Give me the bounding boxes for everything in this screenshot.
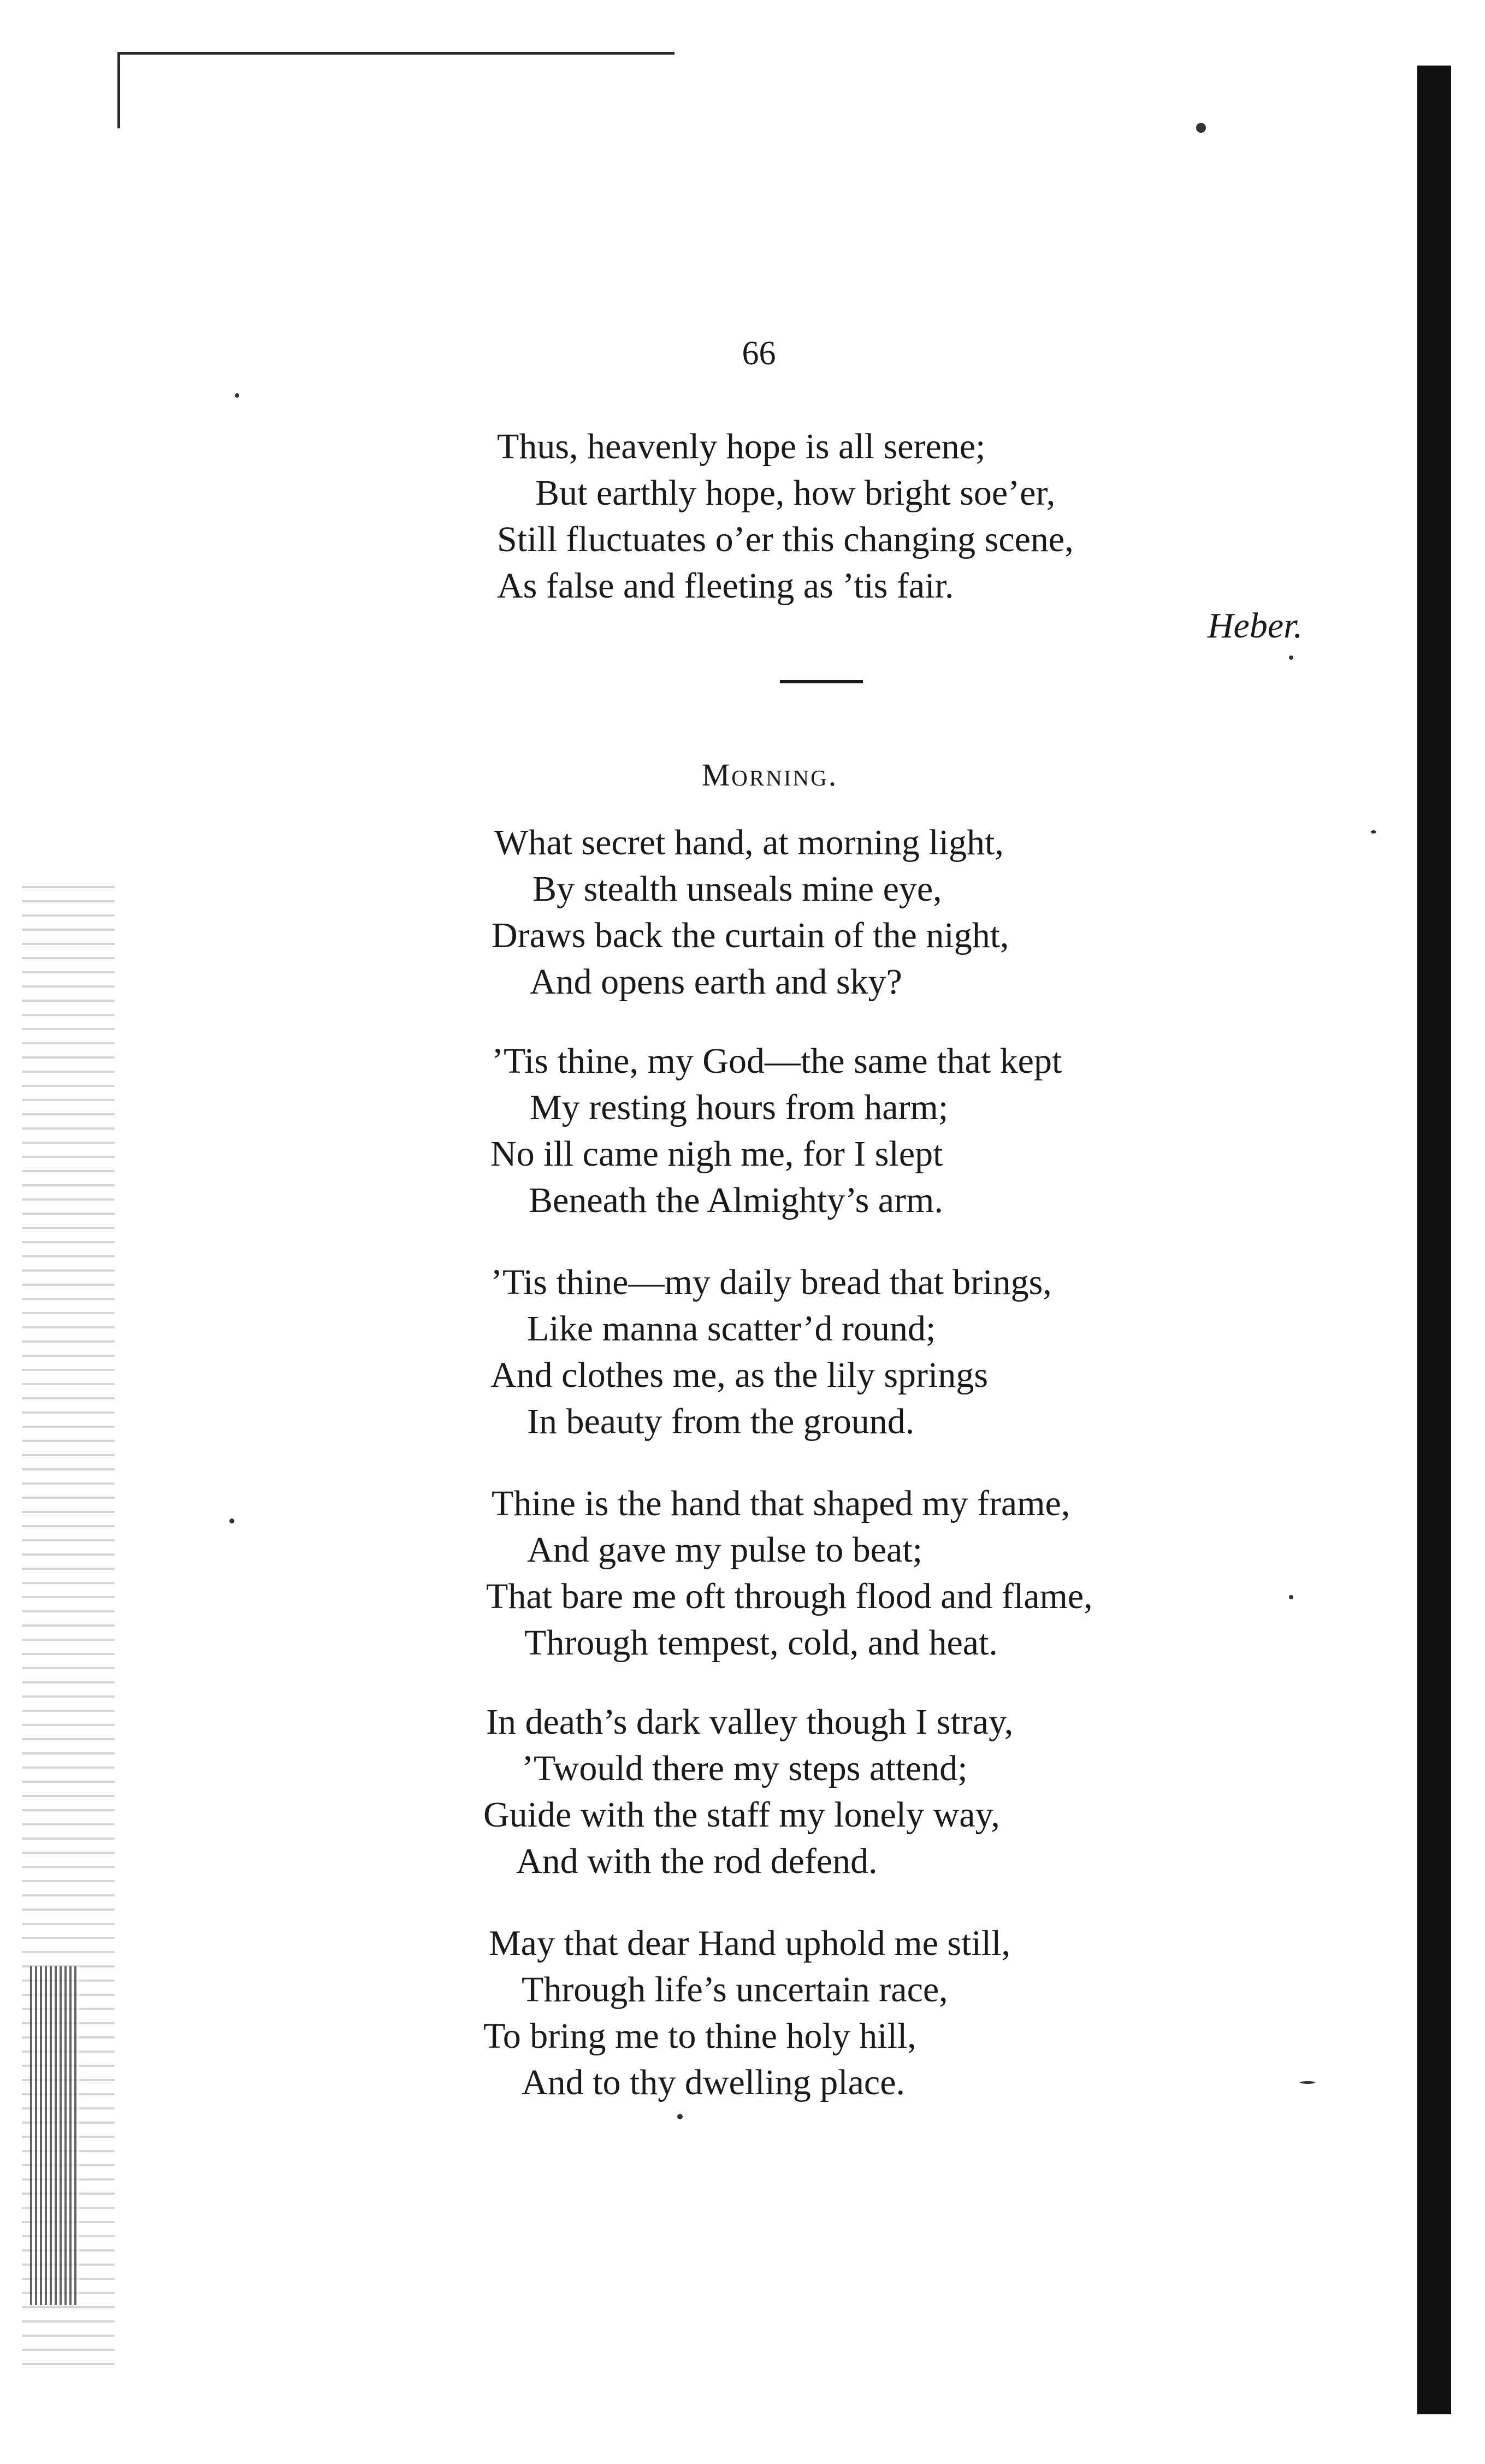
verse-line: No ill came nigh me, for I slept: [490, 1134, 943, 1174]
scan-speck: [677, 2114, 683, 2119]
verse-line: But earthly hope, how bright soe’er,: [535, 473, 1056, 513]
verse-line: Beneath the Almighty’s arm.: [529, 1180, 943, 1220]
verse-line: Through life’s uncertain race,: [522, 1970, 948, 2010]
scan-speck: [1289, 1595, 1293, 1599]
verse-line: And opens earth and sky?: [530, 962, 902, 1002]
verse-line: ’Tis thine—my daily bread that brings,: [490, 1262, 1052, 1302]
verse-line: Still fluctuates o’er this changing scene,: [497, 519, 1074, 559]
scan-speck: [1300, 2081, 1315, 2084]
verse-line: May that dear Hand uphold me still,: [489, 1923, 1010, 1963]
verse-line: Thus, heavenly hope is all serene;: [497, 427, 986, 466]
verse-line: Through tempest, cold, and heat.: [524, 1623, 998, 1663]
verse-line: What secret hand, at morning light,: [494, 823, 1004, 862]
scan-speck: [1196, 123, 1206, 133]
verse-line: And to thy dwelling place.: [522, 2063, 906, 2102]
verse-line: My resting hours from harm;: [530, 1088, 949, 1127]
scan-speck: [229, 1518, 234, 1523]
section-divider: [780, 680, 863, 683]
page-right-edge-shadow: [1417, 66, 1451, 2414]
verse-line: Thine is the hand that shaped my frame,: [492, 1484, 1070, 1523]
verse-line: Draws back the curtain of the night,: [492, 915, 1009, 955]
verse-line: To bring me to thine holy hill,: [483, 2016, 916, 2056]
verse-line: In beauty from the ground.: [527, 1402, 915, 1441]
attribution: Heber.: [1207, 606, 1303, 646]
verse-line: ’Tis thine, my God—the same that kept: [492, 1041, 1062, 1081]
verse-line: In death’s dark valley though I stray,: [486, 1702, 1014, 1742]
page-left-border: [117, 52, 120, 128]
page-top-border: [117, 52, 675, 55]
verse-line: As false and fleeting as ’tis fair.: [497, 566, 954, 606]
page-number: 66: [742, 335, 776, 372]
poem-title: Morning.: [701, 757, 838, 793]
verse-line: And with the rod defend.: [516, 1841, 878, 1881]
scan-speck: [1371, 830, 1376, 834]
scan-speck: [235, 393, 239, 398]
verse-line: Like manna scatter’d round;: [527, 1309, 936, 1349]
verse-line: And clothes me, as the lily springs: [490, 1355, 989, 1395]
binding-dark-marks: [30, 1966, 79, 2305]
verse-line: ’Twould there my steps attend;: [522, 1748, 968, 1788]
verse-line: That bare me oft through flood and flame,: [486, 1576, 1093, 1616]
scan-speck: [1289, 655, 1293, 660]
verse-line: By stealth unseals mine eye,: [533, 869, 942, 909]
verse-line: Guide with the staff my lonely way,: [483, 1795, 1000, 1835]
verse-line: And gave my pulse to beat;: [527, 1530, 923, 1570]
